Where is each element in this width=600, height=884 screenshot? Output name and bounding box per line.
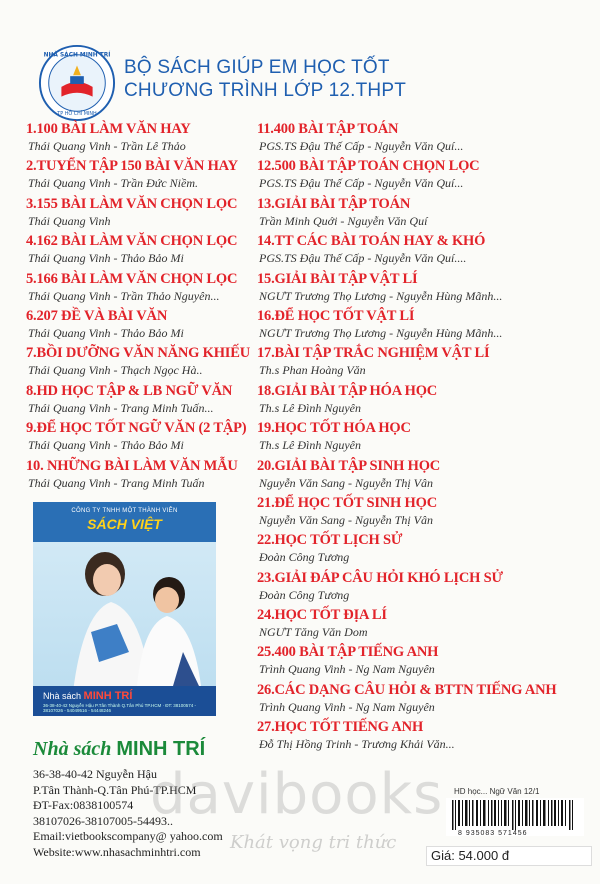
publisher-name-brand: MINH TRÍ <box>116 738 206 760</box>
book-author: Thái Quang Vinh - Thảo Bảo Mi <box>28 325 184 340</box>
book-item <box>26 419 258 456</box>
book-author: Th.s Phan Hoàng Văn <box>259 363 366 378</box>
book-item <box>26 307 258 344</box>
book-author: NGƯT Tăng Văn Dom <box>259 625 368 640</box>
book-item <box>257 718 587 755</box>
svg-text:TP HỒ CHÍ MINH: TP HỒ CHÍ MINH <box>57 111 97 118</box>
book-author: Trình Quang Vinh - Ng Nam Nguyên <box>259 699 435 714</box>
book-title: 21.ĐỂ HỌC TỐT SINH HỌC <box>257 494 437 511</box>
book-author: Thái Quang Vinh - Thảo Bảo Mi <box>28 438 184 453</box>
book-title: 7.BỒI DƯỠNG VĂN NĂNG KHIẾU <box>26 345 250 362</box>
book-title: 13.GIẢI BÀI TẬP TOÁN <box>257 195 411 212</box>
book-item <box>257 419 587 456</box>
book-author: Đoàn Công Tương <box>259 550 350 565</box>
book-author: NGƯT Trương Thọ Lương - Nguyễn Hùng Mãnh... <box>259 288 503 303</box>
book-item <box>257 344 587 381</box>
book-title: 3.155 BÀI LÀM VĂN CHỌN LỌC <box>26 195 238 212</box>
contact-address-line1: 36-38-40-42 Nguyễn Hậu <box>33 767 157 781</box>
series-title-line1: BỘ SÁCH GIÚP EM HỌC TỐT <box>124 57 390 78</box>
book-title: 2.TUYỂN TẬP 150 BÀI VĂN HAY <box>26 158 238 175</box>
book-item <box>26 344 258 381</box>
book-title: 26.CÁC DẠNG CÂU HỎI & BTTN TIẾNG ANH <box>257 681 557 698</box>
book-author: Trình Quang Vinh - Ng Nam Nguyên <box>259 662 435 677</box>
book-title: 5.166 BÀI LÀM VĂN CHỌN LỌC <box>26 270 238 287</box>
book-author: Thái Quang Vinh - Thảo Bảo Mi <box>28 251 184 266</box>
book-item <box>257 681 587 718</box>
cover-thumbnail <box>33 502 216 716</box>
book-title: 27.HỌC TỐT TIẾNG ANH <box>257 719 424 736</box>
book-title: 8.HD HỌC TẬP & LB NGỮ VĂN <box>26 382 233 399</box>
book-title: 16.ĐỂ HỌC TỐT VẬT LÍ <box>257 307 415 324</box>
book-author: PGS.TS Đậu Thế Cấp - Nguyễn Văn Quí... <box>259 176 464 191</box>
publisher-name-prefix: Nhà sách <box>33 738 117 760</box>
book-title: 18.GIẢI BÀI TẬP HÓA HỌC <box>257 382 438 399</box>
book-author: Thái Quang Vinh - Trần Thảo Nguyên... <box>28 288 220 303</box>
book-item <box>257 307 587 344</box>
students-reading-illustration <box>33 502 216 716</box>
book-author: Đỗ Thị Hồng Trinh - Trương Khải Văn... <box>259 737 455 752</box>
contact-phone-fax: ĐT-Fax:0838100574 <box>33 798 134 812</box>
book-author: Thái Quang Vinh - Trang Minh Tuấn <box>28 475 205 490</box>
book-title: 15.GIẢI BÀI TẬP VẬT LÍ <box>257 270 418 287</box>
series-title <box>124 56 406 102</box>
book-author: Thái Quang Vinh - Trần Lê Thảo <box>28 139 186 153</box>
book-item <box>257 270 587 307</box>
book-author: Th.s Lê Đình Nguyên <box>259 400 361 415</box>
publisher-logo <box>38 44 116 122</box>
book-author: Nguyễn Văn Sang - Nguyễn Thị Vân <box>259 512 433 527</box>
book-item <box>26 120 258 157</box>
book-title: 25.400 BÀI TẬP TIẾNG ANH <box>257 644 439 661</box>
book-author: Thái Quang Vinh <box>28 213 111 228</box>
book-author: Nguyễn Văn Sang - Nguyễn Thị Vân <box>259 475 433 490</box>
watermark-logo: davibooks <box>150 762 444 827</box>
cover-store-name: Nhà sách MINH TRÍ <box>43 690 133 702</box>
book-item <box>26 157 258 194</box>
book-title: 1.100 BÀI LÀM VĂN HAY <box>26 121 191 137</box>
series-title-line2: CHƯƠNG TRÌNH LỚP 12.THPT <box>124 80 407 101</box>
book-item <box>257 457 587 494</box>
publisher-name <box>33 738 205 761</box>
book-title: 24.HỌC TỐT ĐỊA LÍ <box>257 607 387 624</box>
book-item <box>257 531 587 568</box>
book-author: PGS.TS Đậu Thế Cấp - Nguyễn Văn Quí... <box>259 139 464 153</box>
book-title: 14.TT CÁC BÀI TOÁN HAY & KHÓ <box>257 233 486 250</box>
cover-footer <box>33 686 216 716</box>
contact-email: Email:vietbookscompany@ yahoo.com <box>33 829 223 843</box>
book-list-right <box>257 120 587 756</box>
book-item <box>257 232 587 269</box>
book-item <box>26 232 258 269</box>
book-title: 23.GIẢI ĐÁP CÂU HỎI KHÓ LỊCH SỬ <box>257 569 503 586</box>
book-item <box>257 195 587 232</box>
book-author: Th.s Lê Đình Nguyên <box>259 438 361 453</box>
book-title: 20.GIẢI BÀI TẬP SINH HỌC <box>257 457 441 474</box>
book-title: 6.207 ĐỀ VÀ BÀI VĂN <box>26 307 168 324</box>
book-title: 11.400 BÀI TẬP TOÁN <box>257 121 399 137</box>
contact-phone-extra: 38107026-38107005-54493.. <box>33 813 173 828</box>
book-title: 4.162 BÀI LÀM VĂN CHỌN LỌC <box>26 233 238 250</box>
cover-brand: SÁCH VIỆT <box>87 516 162 532</box>
book-author: Trần Minh Quới - Nguyễn Văn Quí <box>259 213 428 228</box>
book-author: Thái Quang Vinh - Trang Minh Tuấn... <box>28 400 214 415</box>
cover-store-address: 36-38-40-42 Nguyễn Hậu P.Tân Thành Q.Tân Phú TP.HCM · ĐT: 38100574 - 38107026 - 54049516 - 54448246 <box>43 703 197 713</box>
contact-address-line2: P.Tân Thành-Q.Tân Phú-TP.HCM <box>33 782 197 797</box>
book-item <box>26 457 258 494</box>
contact-website: Website:www.nhasachminhtri.com <box>33 844 201 859</box>
book-item <box>257 643 587 680</box>
book-item <box>26 195 258 232</box>
book-item <box>257 606 587 643</box>
book-item <box>257 120 587 157</box>
book-author: Thái Quang Vinh - Thạch Ngọc Hà.. <box>28 363 203 378</box>
book-item <box>257 382 587 419</box>
book-author: PGS.TS Đậu Thế Cấp - Nguyễn Văn Quí.... <box>259 251 467 266</box>
book-item <box>26 270 258 307</box>
svg-text:NHÀ SÁCH MINH TRÍ: NHÀ SÁCH MINH TRÍ <box>43 52 111 59</box>
book-title: 9.ĐỂ HỌC TỐT NGỮ VĂN (2 TẬP) <box>26 420 247 437</box>
book-title: 10. NHỮNG BÀI LÀM VĂN MẪU <box>26 457 238 474</box>
book-author: NGƯT Trương Thọ Lương - Nguyễn Hùng Mãnh... <box>259 325 503 340</box>
book-item <box>257 157 587 194</box>
cover-company: CÔNG TY TNHH MỘT THÀNH VIÊN <box>71 508 178 514</box>
book-author: Đoàn Công Tương <box>259 587 350 602</box>
book-title: 12.500 BÀI TẬP TOÁN CHỌN LỌC <box>257 158 480 175</box>
book-title: 22.HỌC TỐT LỊCH SỬ <box>257 532 403 549</box>
book-list-left <box>26 120 258 494</box>
book-author: Thái Quang Vinh - Trần Đức Niềm. <box>28 176 198 191</box>
book-item <box>257 494 587 531</box>
book-item <box>26 382 258 419</box>
price-tag: Giá: 54.000 đ <box>426 846 592 866</box>
watermark-tagline: Khát vọng tri thức <box>230 832 397 853</box>
book-title: 17.BÀI TẬP TRẮC NGHIỆM VẬT LÍ <box>257 345 490 362</box>
book-item <box>257 569 587 606</box>
book-title: 19.HỌC TỐT HÓA HỌC <box>257 420 411 437</box>
barcode-label: HD học... Ngữ Văn 12/1 <box>454 787 540 796</box>
barcode-number: 8 935083 571456 <box>458 830 528 837</box>
